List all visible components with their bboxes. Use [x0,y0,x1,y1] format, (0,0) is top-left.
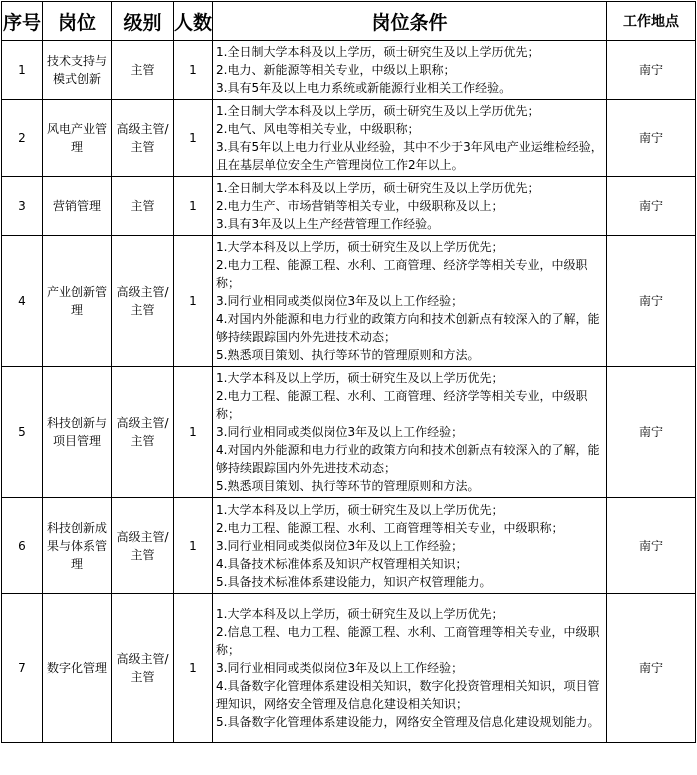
requirement-line: 5.熟悉项目策划、执行等环节的管理原则和方法。 [216,348,480,362]
cell-location: 南宁 [607,236,696,367]
requirement-line: 1.大学本科及以上学历，硕士研究生及以上学历优先； [216,371,504,385]
requirement-line: 2.电力工程、能源工程、水利、工商管理、经济学等相关专业，中级职称； [216,258,588,290]
requirement-line: 2.电力生产、市场营销等相关专业，中级职称及以上； [216,199,504,213]
cell-location: 南宁 [607,594,696,743]
cell-location: 南宁 [607,367,696,498]
cell-level: 高级主管/主管 [112,594,174,743]
cell-count: 1 [174,236,213,367]
header-index: 序号 [2,2,43,41]
cell-requirements [213,177,607,236]
cell-level: 主管 [112,41,174,100]
table-row [2,177,696,236]
cell-count: 1 [174,177,213,236]
requirement-line: 5.具备技术标准体系建设能力，知识产权管理能力。 [216,574,492,589]
requirement-line: 4.对国内外能源和电力行业的政策方向和技术创新点有较深入的了解，能够持续跟踪国内外先进技术动态； [216,443,600,475]
cell-position: 技术支持与模式创新 [43,41,112,100]
header-requirements: 岗位条件 [213,2,607,41]
requirement-line: 3.同行业相同或类似岗位3年及以上工作经验； [216,425,464,439]
requirement-line: 4.具备数字化管理体系建设相关知识，数字化投资管理相关知识，项目管理知识，网络安全管理及信息化建设相关知识； [216,679,600,711]
cell-location: 南宁 [607,177,696,236]
requirement-line: 2.电力工程、能源工程、水利、工商管理等相关专业，中级职称； [216,520,564,535]
cell-index: 1 [2,41,43,100]
requirement-line: 3.同行业相同或类似岗位3年及以上工作经验； [216,538,464,553]
cell-location: 南宁 [607,498,696,594]
table-row [2,236,696,367]
cell-requirements [213,41,607,100]
header-location: 工作地点 [607,2,696,41]
requirement-line: 1.大学本科及以上学历，硕士研究生及以上学历优先； [216,502,504,517]
cell-requirements [213,100,607,177]
requirement-line: 1.全日制大学本科及以上学历，硕士研究生及以上学历优先； [216,45,540,59]
cell-index: 7 [2,594,43,743]
header-count: 人数 [174,2,213,41]
cell-location: 南宁 [607,100,696,177]
header-row [2,2,696,41]
header-level: 级别 [112,2,174,41]
cell-count: 1 [174,498,213,594]
cell-position: 科技创新成果与体系管理 [43,498,112,594]
requirement-line: 5.熟悉项目策划、执行等环节的管理原则和方法。 [216,479,480,493]
requirement-line: 2.信息工程、电力工程、能源工程、水利、工商管理等相关专业，中级职称； [216,625,600,657]
requirement-line: 2.电气、风电等相关专业，中级职称； [216,122,420,136]
requirement-line: 1.全日制大学本科及以上学历，硕士研究生及以上学历优先； [216,181,540,195]
requirement-line: 3.具有3年及以上生产经营管理工作经验。 [216,217,440,231]
table-row [2,498,696,594]
cell-count: 1 [174,100,213,177]
cell-level: 高级主管/主管 [112,367,174,498]
cell-position: 数字化管理 [43,594,112,743]
table-row [2,100,696,177]
requirement-line: 3.同行业相同或类似岗位3年及以上工作经验； [216,661,464,675]
requirement-line: 1.大学本科及以上学历，硕士研究生及以上学历优先； [216,607,504,621]
requirement-line: 4.对国内外能源和电力行业的政策方向和技术创新点有较深入的了解，能够持续跟踪国内外先进技术动态； [216,312,600,344]
table-row [2,41,696,100]
cell-index: 5 [2,367,43,498]
requirement-line: 1.大学本科及以上学历，硕士研究生及以上学历优先； [216,240,504,254]
cell-requirements [213,594,607,743]
cell-level: 高级主管/主管 [112,236,174,367]
requirement-line: 1.全日制大学本科及以上学历，硕士研究生及以上学历优先； [216,104,540,118]
table-row [2,594,696,743]
cell-count: 1 [174,594,213,743]
cell-level: 主管 [112,177,174,236]
cell-level: 高级主管/主管 [112,498,174,594]
table-row [2,367,696,498]
requirement-line: 4.具备技术标准体系及知识产权管理相关知识； [216,556,468,571]
cell-index: 2 [2,100,43,177]
requirement-line: 3.具有5年及以上电力系统或新能源行业相关工作经验。 [216,81,512,95]
cell-position: 产业创新管理 [43,236,112,367]
cell-location: 南宁 [607,41,696,100]
job-table [1,1,696,743]
requirement-line: 3.同行业相同或类似岗位3年及以上工作经验； [216,294,464,308]
requirement-line: 3.具有5年以上电力行业从业经验，其中不少于3年风电产业运维检经验，且在基层单位安全生产管理岗位工作2年以上。 [216,140,603,172]
cell-position: 风电产业管理 [43,100,112,177]
requirement-line: 2.电力工程、能源工程、水利、工商管理、经济学等相关专业，中级职称； [216,389,588,421]
header-position: 岗位 [43,2,112,41]
cell-index: 4 [2,236,43,367]
cell-requirements [213,498,607,594]
requirement-line: 5.具备数字化管理体系建设能力，网络安全管理及信息化建设规划能力。 [216,715,600,729]
cell-count: 1 [174,367,213,498]
requirement-line: 2.电力、新能源等相关专业，中级以上职称； [216,63,456,77]
cell-level: 高级主管/主管 [112,100,174,177]
cell-requirements [213,236,607,367]
cell-requirements [213,367,607,498]
cell-index: 3 [2,177,43,236]
cell-index: 6 [2,498,43,594]
cell-position: 科技创新与项目管理 [43,367,112,498]
cell-count: 1 [174,41,213,100]
cell-position: 营销管理 [43,177,112,236]
